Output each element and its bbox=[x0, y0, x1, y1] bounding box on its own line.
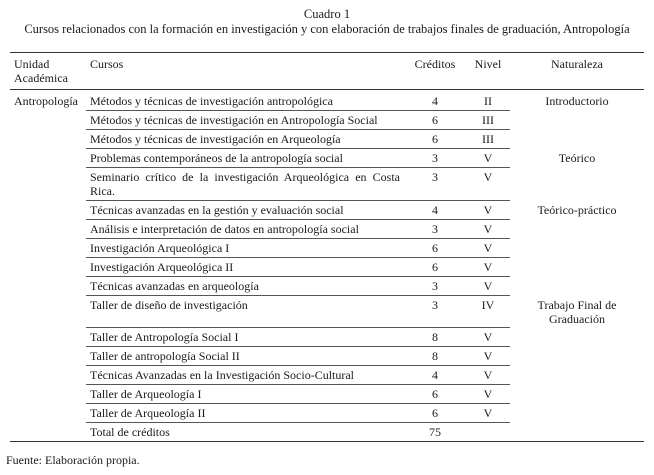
credits-cell: 3 bbox=[404, 168, 466, 201]
nature-cell: Trabajo Final de Graduación bbox=[537, 297, 617, 326]
credits-cell: 6 bbox=[404, 239, 466, 258]
header-unit: Unidad Académica bbox=[14, 57, 68, 85]
course-cell: Investigación Arqueológica I bbox=[86, 239, 404, 258]
nature-cell bbox=[510, 220, 644, 239]
credits-cell: 8 bbox=[404, 347, 466, 366]
level-cell: V bbox=[466, 168, 510, 201]
table-row bbox=[10, 90, 644, 111]
course-cell: Métodos y técnicas de investigación antropológica bbox=[86, 90, 404, 111]
course-cell: Técnicas Avanzadas en la Investigación Socio-Cultural bbox=[86, 366, 404, 385]
level-cell: V bbox=[466, 366, 510, 385]
course-cell: Taller de Antropología Social I bbox=[86, 328, 404, 347]
level-cell: II bbox=[466, 90, 510, 111]
course-cell: Métodos y técnicas de investigación en Arqueología bbox=[86, 130, 404, 149]
level-cell bbox=[466, 423, 510, 442]
course-cell: Taller de antropología Social II bbox=[86, 347, 404, 366]
credits-cell: 6 bbox=[404, 404, 466, 423]
level-cell: III bbox=[466, 130, 510, 149]
level-cell: V bbox=[466, 347, 510, 366]
unit-cell bbox=[10, 201, 86, 220]
level-cell: IV bbox=[466, 296, 510, 328]
credits-cell: 3 bbox=[404, 296, 466, 328]
table-row bbox=[10, 220, 644, 239]
table-row bbox=[10, 111, 644, 130]
credits-cell: 4 bbox=[404, 90, 466, 111]
unit-cell bbox=[10, 239, 86, 258]
nature-cell bbox=[510, 385, 644, 404]
total-credits: 75 bbox=[429, 425, 441, 439]
table-header-row bbox=[10, 53, 644, 90]
total-label: Total de créditos bbox=[90, 425, 170, 439]
nature-cell bbox=[510, 277, 644, 296]
level-cell: V bbox=[466, 404, 510, 423]
unit-cell bbox=[10, 277, 86, 296]
course-cell: Taller de Arqueología II bbox=[86, 404, 404, 423]
unit-cell bbox=[10, 296, 86, 328]
level-cell: V bbox=[466, 201, 510, 220]
level-cell: V bbox=[466, 328, 510, 347]
unit-cell bbox=[10, 149, 86, 168]
table-row bbox=[10, 385, 644, 404]
table-row bbox=[10, 328, 644, 347]
courses-table bbox=[10, 52, 644, 442]
credits-cell: 4 bbox=[404, 366, 466, 385]
credits-cell: 4 bbox=[404, 201, 466, 220]
level-cell: V bbox=[466, 239, 510, 258]
unit-cell bbox=[10, 385, 86, 404]
course-cell: Métodos y técnicas de investigación en Antropología Social bbox=[86, 111, 404, 130]
level-cell: V bbox=[466, 220, 510, 239]
total-row bbox=[10, 423, 644, 442]
table-row bbox=[10, 258, 644, 277]
unit-cell bbox=[10, 111, 86, 130]
unit-cell bbox=[10, 347, 86, 366]
unit-cell bbox=[10, 130, 86, 149]
nature-cell: Introductorio bbox=[545, 94, 609, 108]
unit-cell bbox=[10, 328, 86, 347]
nature-cell bbox=[510, 130, 644, 149]
credits-cell: 6 bbox=[404, 130, 466, 149]
unit-cell: Antropología bbox=[14, 94, 78, 108]
table-row bbox=[10, 296, 644, 328]
header-level: Nivel bbox=[474, 57, 502, 71]
table-row bbox=[10, 149, 644, 168]
course-cell: Técnicas avanzadas en arqueología bbox=[86, 277, 404, 296]
course-cell: Problemas contemporáneos de la antropología social bbox=[86, 149, 404, 168]
table-row bbox=[10, 168, 644, 201]
credits-cell: 6 bbox=[404, 385, 466, 404]
unit-cell bbox=[10, 366, 86, 385]
nature-cell bbox=[510, 168, 644, 201]
course-cell: Investigación Arqueológica II bbox=[86, 258, 404, 277]
header-courses: Cursos bbox=[90, 57, 124, 71]
unit-cell bbox=[10, 258, 86, 277]
nature-cell bbox=[510, 366, 644, 385]
table-row bbox=[10, 130, 644, 149]
nature-cell bbox=[510, 423, 644, 442]
nature-cell bbox=[510, 258, 644, 277]
header-nature: Naturaleza bbox=[551, 57, 603, 71]
credits-cell: 3 bbox=[404, 277, 466, 296]
course-cell: Taller de diseño de investigación bbox=[86, 296, 404, 328]
unit-cell bbox=[10, 168, 86, 201]
table-row bbox=[10, 366, 644, 385]
table-number: Cuadro 1 bbox=[303, 7, 351, 21]
table-title: Cursos relacionados con la formación en investigación y con elaboración de trabajos finales de graduación, Antropología bbox=[24, 22, 630, 36]
course-cell: Análisis e interpretación de datos en antropología social bbox=[86, 220, 404, 239]
nature-cell bbox=[510, 347, 644, 366]
header-credits: Créditos bbox=[414, 57, 456, 71]
course-cell: Seminario crítico de la investigación Arqueológica en Costa Rica. bbox=[86, 168, 404, 201]
nature-cell: Teórico bbox=[558, 150, 596, 165]
credits-cell: 6 bbox=[404, 111, 466, 130]
level-cell: V bbox=[466, 385, 510, 404]
nature-cell bbox=[510, 404, 644, 423]
table-row bbox=[10, 347, 644, 366]
unit-cell bbox=[10, 423, 86, 442]
level-cell: III bbox=[466, 111, 510, 130]
credits-cell: 3 bbox=[404, 220, 466, 239]
table-row bbox=[10, 277, 644, 296]
source-note: Fuente: Elaboración propia. bbox=[6, 453, 140, 467]
credits-cell: 8 bbox=[404, 328, 466, 347]
nature-cell bbox=[510, 328, 644, 347]
nature-cell bbox=[510, 239, 644, 258]
credits-cell: 3 bbox=[404, 149, 466, 168]
level-cell: V bbox=[466, 149, 510, 168]
nature-cell: Teórico-práctico bbox=[537, 202, 617, 217]
table-row bbox=[10, 404, 644, 423]
table-row bbox=[10, 239, 644, 258]
unit-cell bbox=[10, 220, 86, 239]
course-cell: Taller de Arqueología I bbox=[86, 385, 404, 404]
level-cell: V bbox=[466, 258, 510, 277]
course-cell: Técnicas avanzadas en la gestión y evaluación social bbox=[86, 201, 404, 220]
table-row bbox=[10, 201, 644, 220]
table-body bbox=[10, 90, 644, 442]
unit-cell bbox=[10, 404, 86, 423]
credits-cell: 6 bbox=[404, 258, 466, 277]
nature-cell bbox=[510, 111, 644, 130]
level-cell: V bbox=[466, 277, 510, 296]
